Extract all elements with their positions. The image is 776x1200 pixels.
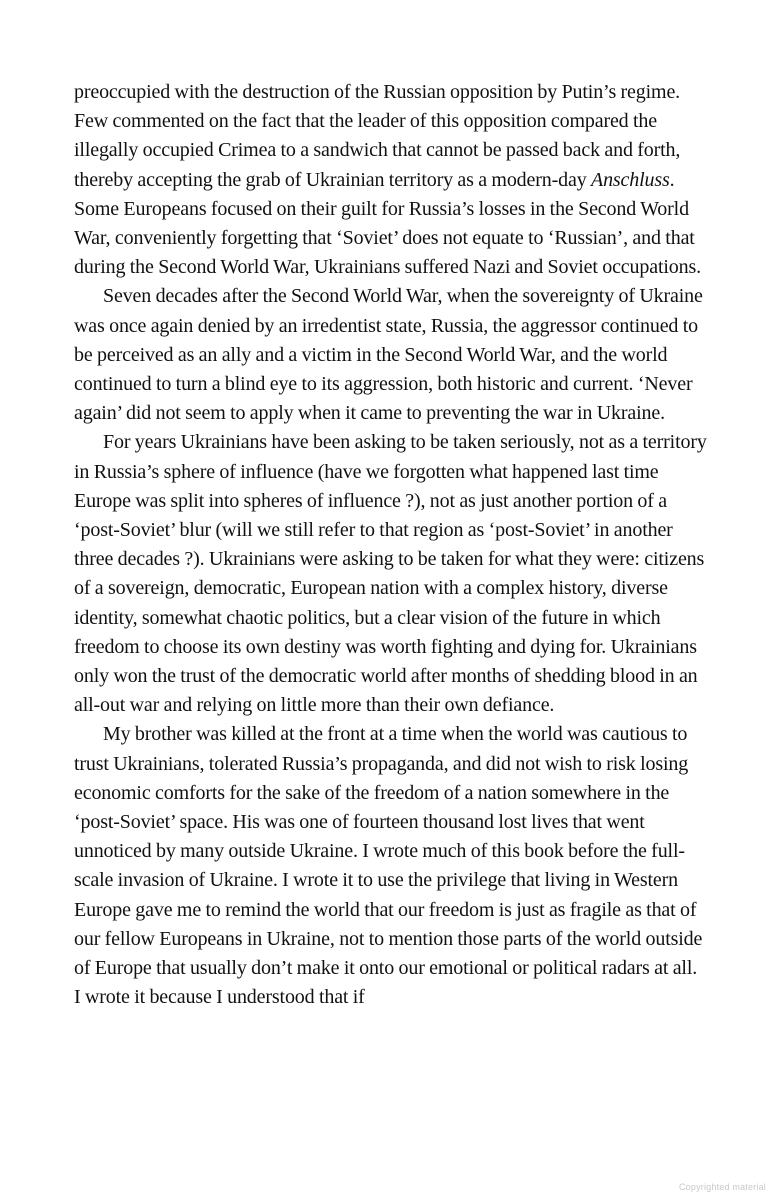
- paragraph-my-brother: My brother was killed at the front at a time when the world was cautious to trust Ukrainians, tolerated Russia’s propaganda, and did not wish to risk losing economic comforts for the sake of the freedom of a nation somewhere in the ‘post-Soviet’ space. His was one of fourteen thousand lost lives that went unnoticed by many outside Ukraine. I wrote much of this book before the full-scale invasion of Ukraine. I wrote it to use the privilege that living in Western Europe gave me to remind the world that our freedom is just as fragile as that of our fellow Europeans in Ukraine, not to mention those parts of the world outside of Europe that usually don’t make it onto our emotional or political radars at all. I wrote it because I understood that if: [74, 723, 703, 1009]
- paragraph-seven-decades: Seven decades after the Second World War, when the sovereignty of Ukraine was once again denied by an irredentist state, Russia, the aggressor continued to be perceived as an ally and a victim in the Second World War, and the world continued to turn a blind eye to its aggression, both historic and current. ‘Never again’ did not seem to apply when it came to preventing the war in Ukraine.: [74, 285, 703, 425]
- italic-term-anschluss: Anschluss: [591, 168, 670, 191]
- paragraph-1-text-after: . Some Europeans focused on their guilt for Russia’s losses in the Second World War, conveniently forgetting that ‘Soviet’ does not equate to ‘Russian’, and that during the Second World War, Ukrainians suffered Nazi and Soviet occupations.: [74, 168, 701, 279]
- body-text: [74, 78, 708, 1013]
- paragraph-for-years: For years Ukrainians have been asking to be taken seriously, not as a territory in Russia’s sphere of influence (have we forgotten what happened last time Europe was split into spheres of influence ?), not as just another portion of a ‘post-Soviet’ blur (will we still refer to that region as ‘post-Soviet’ in another three decades ?). Ukrainians were asking to be taken for what they were: citizens of a sovereign, democratic, European nation with a complex history, diverse identity, somewhat chaotic politics, but a clear vision of the future in which freedom to choose its own destiny was worth fighting and dying for. Ukrainians only won the trust of the democratic world after months of shedding blood in an all-out war and relying on little more than their own defiance.: [74, 431, 707, 717]
- copyright-watermark: Copyrighted material: [678, 1182, 766, 1192]
- paragraph-continuation: [74, 78, 708, 282]
- paragraph-1-text-before: preoccupied with the destruction of the Russian opposition by Putin’s regime. Few commented on the fact that the leader of this opposition compared the illegally occupied Crimea to a sandwich that cannot be passed back and forth, thereby accepting the grab of Ukrainian territory as a modern-day: [74, 81, 681, 191]
